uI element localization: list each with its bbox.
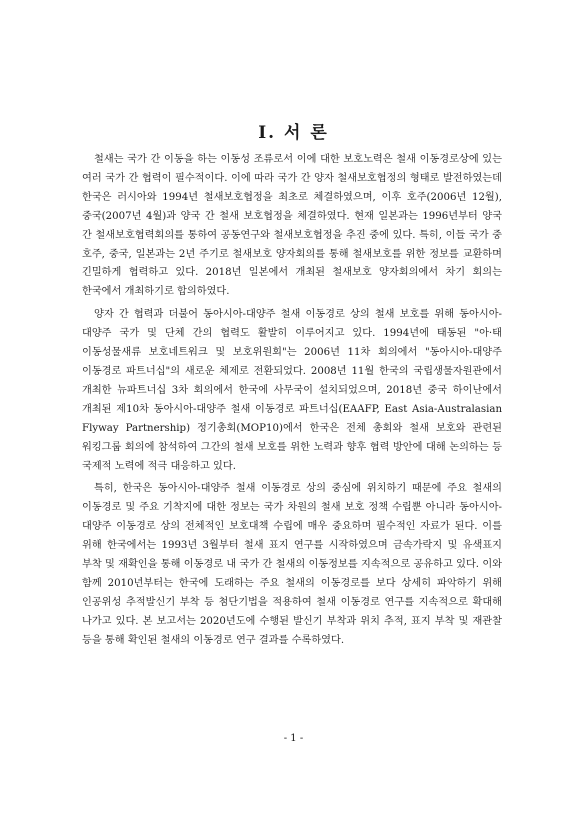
- section-title: Ⅰ. 서 론: [258, 123, 329, 143]
- page-number: - 1 -: [283, 733, 304, 744]
- paragraph-2: 양자 간 협력과 더불어 동아시아-대양주 철새 이동경로 상의 철새 보호를 위해 동아시아-대양주 국가 및 단체 간의 협력도 활발히 이루어지고 있다. 1994년에 태동된 "아·태 이동성물새류 보호네트워크 및 보호위원회"는 2006년 11차 회의에서 "동아시아-대양주 이동경로 파트너십"의 새로운 체제로 전환되었다. 2008년 11월 한국의 국립생물자원관에서 개최한 뉴파트너십 3차 회의에서 한국에 사무국이 설치되었으며, 2018년 중국 하이난에서 개최된 제10차 동아시아-대양주 철새 이동경로 파트너십(EAAFP, East Asia-Australasian Flyway Partnership) 정기총회(MOP10)에서 한국은 전체 총회와 철새 보호와 관련된 워킹그룹 회의에 참석하여 그간의 철새 보호를 위한 노력과 향후 협력 방안에 대해 논의하는 등 국제적 노력에 적극 대응하고 있다.: [82, 309, 502, 472]
- paragraph-1: 철새는 국가 간 이동을 하는 이동성 조류로서 이에 대한 보호노력은 철새 이동경로상에 있는 여러 국가 간 협력이 필수적이다. 이에 따라 국가 간 양자 철새보호협정의 형태로 발전하였는데 한국은 러시아와 1994년 철새보호협정을 최초로 체결하였으며, 이후 호주(2006년 12월), 중국(2007년 4월)과 양국 간 철새 보호협정을 체결하였다. 현재 일본과는 1996년부터 양국 간 철새보호협력회의를 통하여 공동연구와 철새보호협정을 추진 중에 있다. 특히, 이들 국가 중 호주, 중국, 일본과는 2년 주기로 철새보호 양자회의를 통해 철새보호를 위한 정보를 교환하며 긴밀하게 협력하고 있다. 2018년 일본에서 개최된 철새보호 양자회의에서 차기 회의는 한국에서 개최하기로 합의하였다.: [82, 154, 502, 298]
- body-text: [82, 151, 502, 655]
- paragraph-3: 특히, 한국은 동아시아-대양주 철새 이동경로 상의 중심에 위치하기 때문에 주요 철새의 이동경로 및 주요 기착지에 대한 정보는 국가 차원의 철새 보호 정책 수립뿐 아니라 동아시아-대양주 이동경로 상의 전체적인 보호대책 수립에 매우 중요하며 필수적인 자료가 된다. 이를 위해 한국에서는 1993년 3월부터 철새 표지 연구를 시작하였으며 금속가락지 및 유색표지 부착 및 재확인을 통해 이동경로 내 국가 간 철새의 이동정보를 지속적으로 공유하고 있다. 이와 함께 2010년부터는 한국에 도래하는 주요 철새의 이동경로를 보다 상세히 파악하기 위해 인공위성 추적발신기 부착 등 첨단기법을 적용하여 철새 이동경로 연구를 지속적으로 확대해 나가고 있다. 본 보고서는 2020년도에 수행된 발신기 부착과 위치 추적, 표지 부착 및 재관찰 등을 통해 확인된 철새의 이동경로 연구 결과를 수록하였다.: [82, 483, 502, 646]
